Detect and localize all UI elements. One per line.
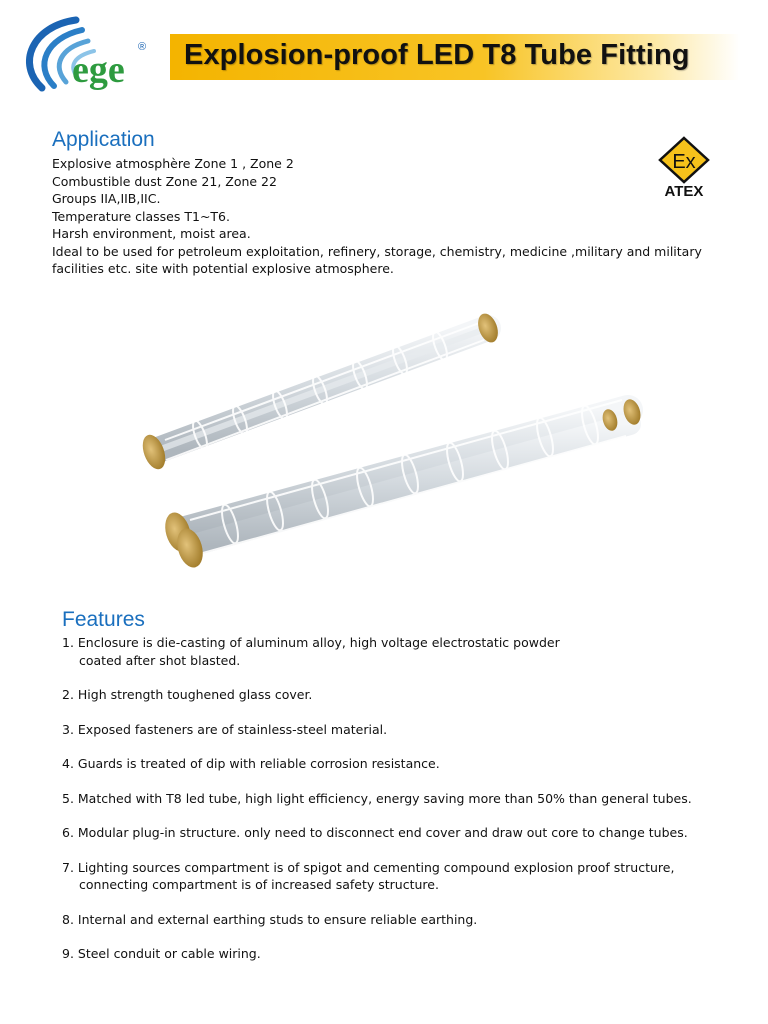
application-line: Explosive atmosphère Zone 1 , Zone 2 xyxy=(52,156,294,171)
feature-item xyxy=(62,634,742,669)
feature-item xyxy=(62,824,742,842)
application-line: Harsh environment, moist area. xyxy=(52,226,251,241)
feature-item xyxy=(62,721,742,739)
features-list xyxy=(62,634,742,980)
feature-line: 9. Steel conduit or cable wiring. xyxy=(62,946,261,961)
feature-item xyxy=(62,859,742,894)
feature-line: 4. Guards is treated of dip with reliable corrosion resistance. xyxy=(62,756,440,771)
registered-mark: ® xyxy=(138,41,147,53)
title-banner xyxy=(170,34,740,80)
features-heading: Features xyxy=(62,608,145,631)
application-line: Ideal to be used for petroleum exploitation, refinery, storage, chemistry, medicine ,military and military facilities etc. site with potential explosive atmosphere. xyxy=(52,243,702,276)
feature-line: 1. Enclosure is die-casting of aluminum alloy, high voltage electrostatic powder xyxy=(62,635,560,650)
feature-line-continued: coated after shot blasted. xyxy=(79,652,241,668)
feature-item xyxy=(62,686,742,704)
application-line: Temperature classes T1~T6. xyxy=(52,208,230,224)
feature-item xyxy=(62,790,742,808)
atex-label: ATEX xyxy=(664,183,704,200)
feature-line: 5. Matched with T8 led tube, high light efficiency, energy saving more than 50% than general tubes. xyxy=(62,790,692,806)
application-heading: Application xyxy=(52,128,155,151)
feature-item xyxy=(62,911,742,929)
application-line: Combustible dust Zone 21, Zone 22 xyxy=(52,173,277,189)
ege-logo xyxy=(14,16,164,96)
feature-line: 6. Modular plug-in structure. only need to disconnect end cover and draw out core to change tubes. xyxy=(62,825,688,840)
application-line: Groups IIA,IIB,IIC. xyxy=(52,191,161,206)
feature-line: 7. Lighting sources compartment is of spigot and cementing compound explosion proof structure, xyxy=(62,859,675,875)
logo-text: ege xyxy=(72,49,125,91)
feature-item xyxy=(62,945,742,963)
feature-line: 3. Exposed fasteners are of stainless-steel material. xyxy=(62,721,388,737)
product-image xyxy=(130,300,660,590)
ex-symbol: Ex xyxy=(672,151,696,173)
feature-item xyxy=(62,755,742,773)
application-list xyxy=(52,155,732,278)
feature-line: 8. Internal and external earthing studs to ensure reliable earthing. xyxy=(62,911,478,927)
page-title: Explosion-proof LED T8 Tube Fitting xyxy=(184,39,690,71)
feature-line: 2. High strength toughened glass cover. xyxy=(62,687,313,702)
feature-line-continued: connecting compartment is of increased safety structure. xyxy=(79,877,439,892)
